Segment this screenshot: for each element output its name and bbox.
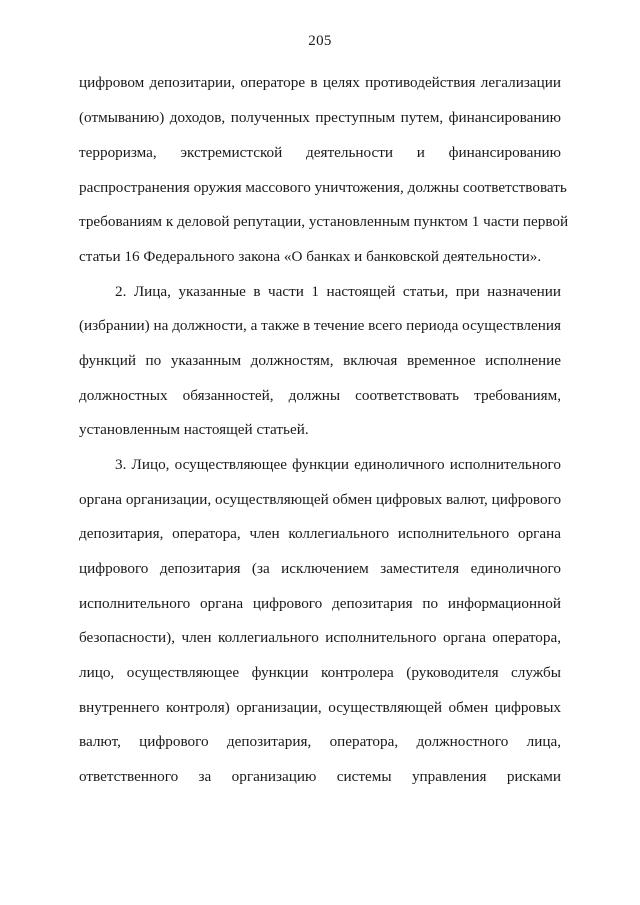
text-line: лицо, осуществляющее функции контролера (руководителя службы (79, 664, 561, 681)
text-line: органа организации, осуществляющей обмен цифровых валют, цифрового (79, 491, 562, 508)
text-line: безопасности), член коллегиального исполнительного органа оператора, (79, 629, 561, 646)
text-line: (отмыванию) доходов, полученных преступным путем, финансированию (79, 109, 561, 126)
text-line: должностных обязанностей, должны соответствовать требованиям, (79, 387, 561, 404)
text-line: депозитария, оператора, член коллегиального исполнительного органа (79, 525, 561, 542)
text-line: ответственного за организацию системы управления рисками (79, 768, 561, 785)
text-line: валют, цифрового депозитария, оператора, должностного лица, (79, 733, 561, 750)
text-line: исполнительного органа цифрового депозитария по информационной (79, 595, 561, 612)
text-line: внутреннего контроля) организации, осуществляющей обмен цифровых (79, 699, 561, 716)
text-line: распространения оружия массового уничтожения, должны соответствовать (79, 179, 567, 196)
text-line: терроризма, экстремистской деятельности и финансированию (79, 144, 561, 161)
text-line: установленным настоящей статьей. (79, 421, 309, 438)
text-line: функций по указанным должностям, включая временное исполнение (79, 352, 561, 369)
text-line: цифровом депозитарии, операторе в целях противодействия легализации (79, 74, 561, 91)
paragraph-3-first-line: 3. Лицо, осуществляющее функции единоличного исполнительного (115, 456, 561, 473)
paragraph-2-first-line: 2. Лица, указанные в части 1 настоящей статьи, при назначении (115, 283, 561, 300)
text-line: требованиям к деловой репутации, установленным пунктом 1 части первой (79, 213, 569, 230)
text-line: статьи 16 Федерального закона «О банках и банковской деятельности». (79, 248, 542, 265)
text-line: цифрового депозитария (за исключением заместителя единоличного (79, 560, 561, 577)
text-line: (избрании) на должности, а также в течение всего периода осуществления (79, 317, 561, 334)
page-number: 205 (308, 33, 332, 49)
